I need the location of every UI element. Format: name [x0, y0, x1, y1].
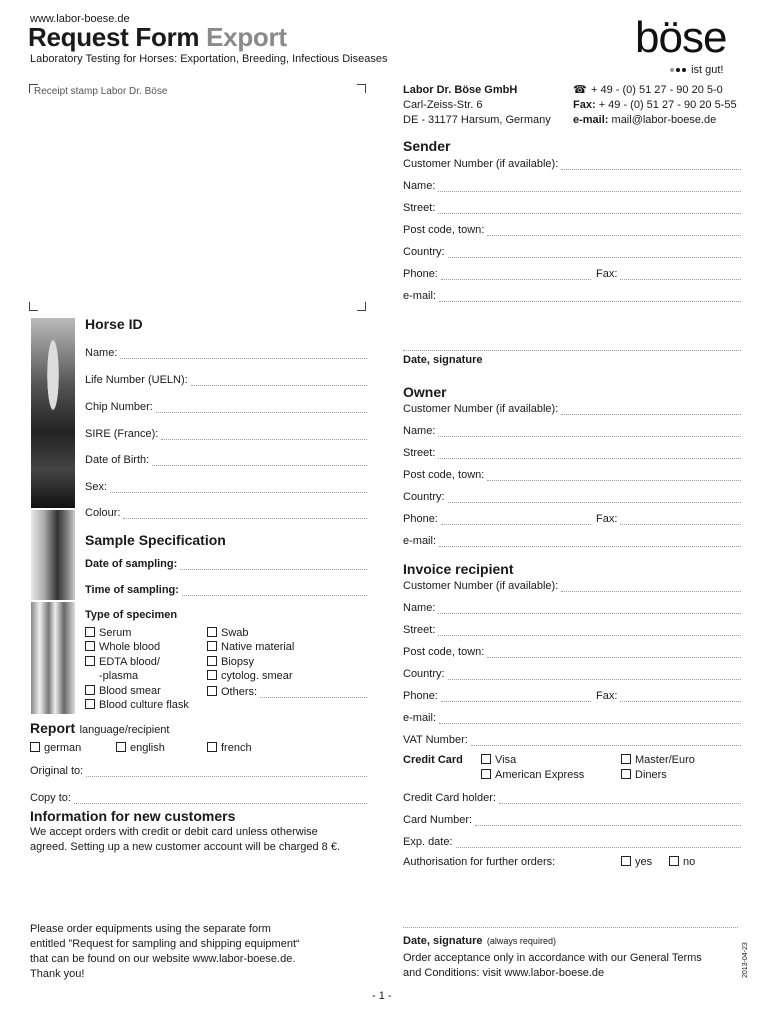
lab-phone: + 49 - (0) 51 27 - 90 20 5-0	[591, 84, 723, 96]
checkbox-cytolog-smear[interactable]: cytolog. smear	[207, 670, 293, 682]
footer-date-signature: Date, signature (always required)	[403, 935, 556, 947]
sampling-time-field[interactable]: Time of sampling:	[85, 582, 367, 596]
invoice-customer-number-field[interactable]: Customer Number (if available):	[403, 578, 741, 592]
sender-phone-field[interactable]: Phone:	[403, 266, 591, 280]
horse-dob-field[interactable]: Date of Birth:	[85, 452, 367, 466]
receipt-stamp-label: Receipt stamp Labor Dr. Böse	[34, 86, 168, 97]
invoice-phone-field[interactable]: Phone:	[403, 688, 591, 702]
checkbox-blood-culture[interactable]: Blood culture flask	[85, 699, 189, 711]
checkbox-biopsy[interactable]: Biopsy	[207, 656, 254, 668]
owner-fax-field[interactable]: Fax:	[596, 511, 741, 525]
equipment-note: Please order equipments using the separate form entitled ”Request for sampling and shipping equipment“ that can be found on our website www.labor-boese.de. Thank you!	[30, 923, 300, 980]
lab-city: DE - 31177 Harsum, Germany	[403, 114, 551, 126]
horse-sex-field[interactable]: Sex:	[85, 479, 367, 493]
others-field[interactable]: Others:	[207, 684, 367, 698]
owner-email-field[interactable]: e-mail:	[403, 533, 741, 547]
owner-customer-number-field[interactable]: Customer Number (if available):	[403, 401, 741, 415]
checkbox-serum[interactable]: Serum	[85, 627, 131, 639]
checkbox-master[interactable]: Master/Euro	[621, 754, 695, 766]
title-main: Request Form	[28, 22, 200, 52]
owner-name-field[interactable]: Name:	[403, 423, 741, 437]
new-customers-text: We accept orders with credit or debit card unless otherwise agreed. Setting up a new customer account will be charged 8 €.	[30, 826, 341, 853]
stamp-corner-br	[357, 302, 366, 311]
checkbox-german[interactable]: german	[30, 742, 81, 754]
page-subtitle: Laboratory Testing for Horses: Exportation, Breeding, Infectious Diseases	[30, 53, 388, 65]
specimen-tubes-photo	[31, 602, 75, 714]
lab-name: Labor Dr. Böse GmbH	[403, 84, 518, 96]
owner-country-field[interactable]: Country:	[403, 489, 741, 503]
page-number: - 1 -	[372, 990, 392, 1002]
sampling-date-field[interactable]: Date of sampling:	[85, 556, 367, 570]
invoice-vat-field[interactable]: VAT Number:	[403, 732, 741, 746]
exp-date-field[interactable]: Exp. date:	[403, 834, 741, 848]
terms-text: Order acceptance only in accordance with our General Terms and Conditions: visit www.labor-boese.de	[403, 952, 702, 979]
invoice-postcode-field[interactable]: Post code, town:	[403, 644, 741, 658]
sample-spec-title: Sample Specification	[85, 532, 226, 548]
lab-photo	[31, 510, 75, 600]
lab-fax: + 49 - (0) 51 27 - 90 20 5-55	[598, 99, 737, 111]
lab-contact: ☎ + 49 - (0) 51 27 - 90 20 5-0 Fax: + 49 - (0) 51 27 - 90 20 5-55 e-mail: mail@labor-boese.de	[573, 84, 737, 126]
tagline: ist gut!	[670, 64, 723, 76]
form-version: 2013-04-23	[742, 942, 749, 978]
invoice-street-field[interactable]: Street:	[403, 622, 741, 636]
report-heading: Report language/recipient	[30, 720, 170, 736]
stamp-corner-bl	[29, 302, 38, 311]
sender-country-field[interactable]: Country:	[403, 244, 741, 258]
signature-line-1[interactable]	[403, 350, 741, 351]
owner-title: Owner	[403, 384, 447, 400]
stamp-corner-tr	[357, 84, 366, 93]
checkbox-whole-blood[interactable]: Whole blood	[85, 641, 160, 653]
title-export: Export	[206, 22, 287, 52]
checkbox-auth-yes[interactable]: yes	[621, 856, 652, 868]
checkbox-french[interactable]: french	[207, 742, 252, 754]
page-title	[28, 22, 287, 53]
copy-to-field[interactable]: Copy to:	[30, 790, 367, 804]
sender-title: Sender	[403, 138, 451, 154]
checkbox-amex[interactable]: American Express	[481, 769, 584, 781]
checkbox-swab[interactable]: Swab	[207, 627, 249, 639]
horse-sire-field[interactable]: SIRE (France):	[85, 426, 367, 440]
edta-plasma-label: -plasma	[99, 670, 139, 682]
invoice-fax-field[interactable]: Fax:	[596, 688, 741, 702]
checkbox-diners[interactable]: Diners	[621, 769, 667, 781]
card-number-field[interactable]: Card Number:	[403, 812, 741, 826]
sender-name-field[interactable]: Name:	[403, 178, 741, 192]
credit-card-label: Credit Card	[403, 754, 463, 766]
authorisation-label: Authorisation for further orders:	[403, 856, 556, 868]
invoice-email-field[interactable]: e-mail:	[403, 710, 741, 724]
horse-id-title: Horse ID	[85, 316, 143, 332]
specimen-type-title: Type of specimen	[85, 609, 178, 621]
lab-email: mail@labor-boese.de	[611, 114, 717, 126]
horse-chip-field[interactable]: Chip Number:	[85, 399, 367, 413]
sender-fax-field[interactable]: Fax:	[596, 266, 741, 280]
invoice-country-field[interactable]: Country:	[403, 666, 741, 680]
checkbox-english[interactable]: english	[116, 742, 165, 754]
owner-postcode-field[interactable]: Post code, town:	[403, 467, 741, 481]
horse-photo	[31, 318, 75, 508]
card-holder-field[interactable]: Credit Card holder:	[403, 790, 741, 804]
phone-icon: ☎	[573, 84, 587, 96]
checkbox-auth-no[interactable]: no	[669, 856, 695, 868]
sender-email-field[interactable]: e-mail:	[403, 288, 741, 302]
owner-street-field[interactable]: Street:	[403, 445, 741, 459]
sender-customer-number-field[interactable]: Customer Number (if available):	[403, 156, 741, 170]
lab-address	[403, 83, 551, 128]
website-url: www.labor-boese.de	[30, 13, 130, 25]
checkbox-edta-blood[interactable]: EDTA blood/	[85, 656, 160, 668]
checkbox-blood-smear[interactable]: Blood smear	[85, 685, 161, 697]
horse-name-field[interactable]: Name:	[85, 345, 367, 359]
checkbox-visa[interactable]: Visa	[481, 754, 516, 766]
new-customers-title: Information for new customers	[30, 808, 236, 824]
boese-logo: böse	[635, 13, 727, 62]
signature-line-2[interactable]	[403, 927, 738, 928]
invoice-name-field[interactable]: Name:	[403, 600, 741, 614]
horse-life-number-field[interactable]: Life Number (UELN):	[85, 372, 367, 386]
checkbox-native-material[interactable]: Native material	[207, 641, 294, 653]
horse-colour-field[interactable]: Colour:	[85, 505, 367, 519]
date-signature-label: Date, signature	[403, 354, 483, 366]
sender-street-field[interactable]: Street:	[403, 200, 741, 214]
invoice-title: Invoice recipient	[403, 561, 514, 577]
sender-postcode-field[interactable]: Post code, town:	[403, 222, 741, 236]
owner-phone-field[interactable]: Phone:	[403, 511, 591, 525]
lab-street: Carl-Zeiss-Str. 6	[403, 99, 483, 111]
original-to-field[interactable]: Original to:	[30, 763, 367, 777]
